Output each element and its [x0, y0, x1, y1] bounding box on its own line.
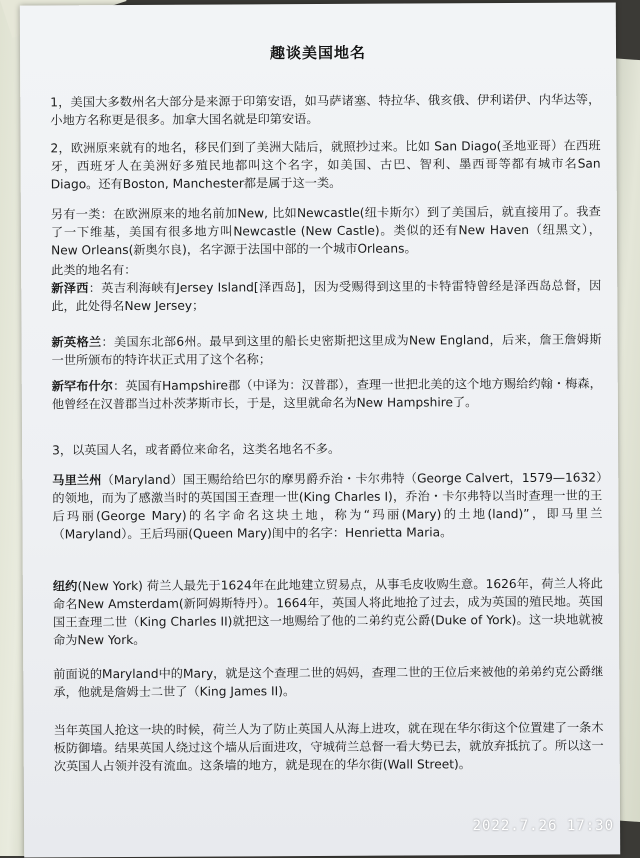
entry-new-jersey: [51, 277, 601, 316]
document-title: 趣谈美国地名: [269, 43, 367, 63]
entry-term: 纽约: [52, 579, 78, 594]
entry-new-england: [51, 331, 601, 370]
entry-new-hampshire: [52, 375, 602, 414]
paragraph-2: 2，欧洲原来就有的地名，移民们到了美洲大陆后，就照抄过来。比如 San Diago(圣地亚哥）在西班牙，西班牙人在美洲好多殖民地都叫这个名字，如美国、古巴、智利、墨西哥等都有城市名San Diago。还有Boston, Manchester都是属于这一类。: [50, 138, 601, 192]
photo-timestamp: 2022.7.26 17:30: [472, 818, 614, 834]
entry-term: 新泽西: [51, 281, 89, 296]
paragraph-6: 当年英国人抢这一块的时候，荷兰人为了防止英国人从海上进攻，就在现在华尔街这个位置建了一条木板防御墙。结果英国人绕过这个墙从后面进攻，守城荷兰总督一看大势已去，就放弃抵抗了。所以这一次英国人占领并没有流血。这条墙的地方，就是现在的华尔街(Wall Street)。: [53, 720, 604, 774]
entry-term: 马里兰州: [52, 473, 102, 488]
document-sheet: [20, 2, 620, 857]
paragraph-1: 1，美国大多数州名大部分是来源于印第安语，如马萨诸塞、特拉华、俄亥俄、伊利诺伊、内华达等，小地方名称更是很多。加拿大国名就是印第安语。: [50, 92, 601, 128]
entry-new-york: [53, 575, 603, 650]
entry-text: ：美国东北部6州。最早到这里的船长史密斯把这里成为New England，后来，詹王詹姆斯一世所颁布的特许状正式用了这个名称；: [51, 332, 602, 368]
paragraph-4: 3，以英国人名，或者爵位来命名，这类名地名不多。: [52, 441, 341, 458]
entry-text: ：英吉利海峡有Jersey Island[泽西岛]，因为受赐得到这里的卡特雷特曾经是泽西岛总督，因此，此处得名New Jersey；: [51, 278, 602, 314]
entry-text: (New York) 荷兰人最先于1624年在此地建立贸易点，从事毛皮收购生意。1626年，荷兰人将此命名New Amsterdam(新阿姆斯特丹）。1664年，英国人将此地抢了过去，成为英国的殖民地。英国国王查理二世（King Charles II)就把这一地赐给了他的二弟约克公爵(Duke of York)。这一块地就被命为New York。: [52, 576, 604, 648]
entry-term: 新罕布什尔: [51, 379, 114, 394]
paragraph-3-list-intro: 此类的地名有：: [51, 262, 137, 278]
entry-maryland: [52, 469, 602, 544]
entry-text: ：英国有Hampshire郡（中译为：汉普郡），查理一世把北美的这个地方赐给约翰・梅森，他曾经在汉普郡当过朴茨茅斯市长，于是，这里就命名为New Hampshire了。: [51, 376, 602, 412]
entry-term: 新英格兰: [51, 335, 102, 350]
paragraph-5: 前面说的Maryland中的Mary，就是这个查理二世的妈妈，查理二世的王位后来被他的弟弟约克公爵继承，他就是詹姆士二世了（King James II)。: [53, 664, 604, 700]
paragraph-3: 另有一类：在欧洲原来的地名前加New, 比如Newcastle(纽卡斯尔）到了美国后，就直接用了。我查了一下维基，美国有很多地方叫Newcastle (New Castle)。类似的还有New Haven（纽黑文），New Orleans(新奥尔良)，名字源于法国中部的一个城市Orleans。: [50, 204, 601, 258]
entry-text: （Maryland）国王赐给给巴尔的摩男爵乔治・卡尔弗特（George Calvert，1579—1632）的领地，而为了感激当时的英国国王查理一世(King Charles I)，乔治・卡尔弗特以当时查理一世的王后玛丽(George Mary)的名字命名这块土地，称为“玛丽(Mary)的土地(land)”，即马里兰（Maryland）。王后玛丽(Queen Mary)闺中的名字：Henrietta Maria。: [52, 470, 603, 542]
